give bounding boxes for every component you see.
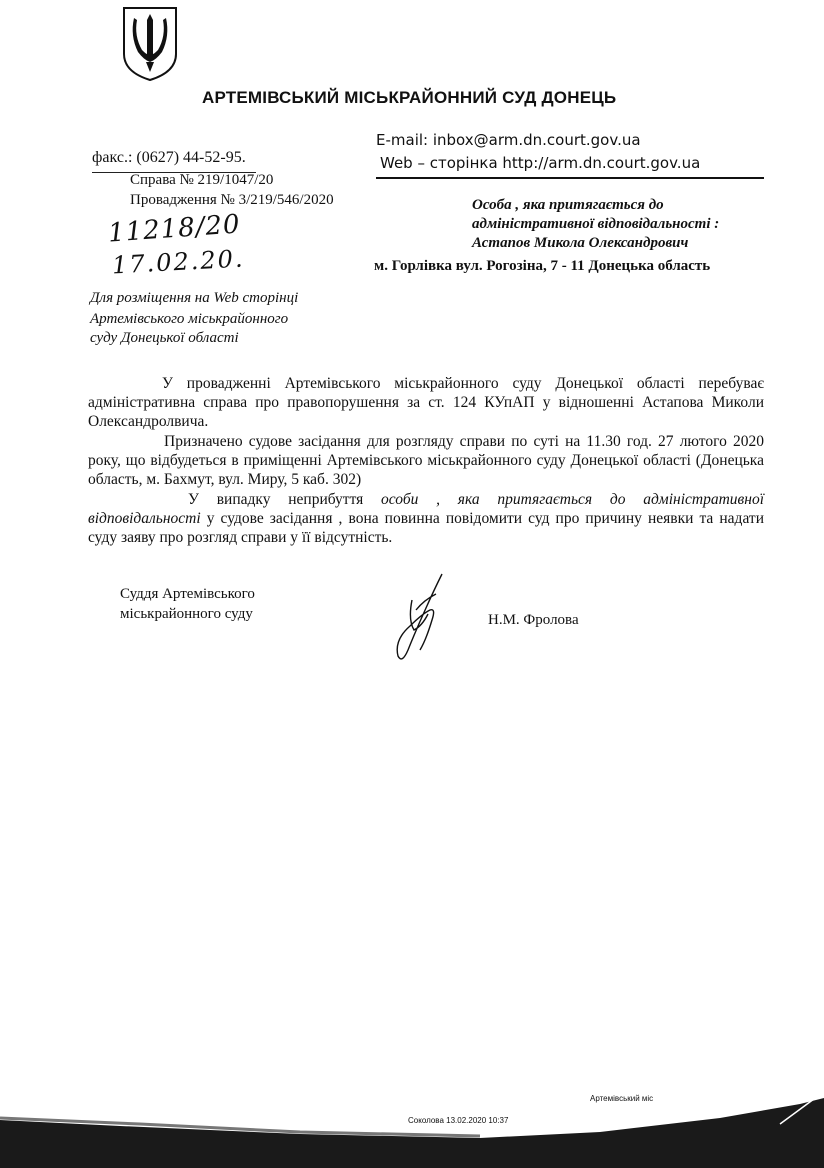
judge-position-line-2: міськрайонного суду	[120, 606, 253, 622]
proceeding-number: Провадження № 3/219/546/2020	[130, 192, 334, 208]
court-name: АРТЕМІВСЬКИЙ МІСЬКРАЙОННИЙ СУД ДОНЕЦЬ	[202, 88, 617, 107]
court-email: E-mail: inbox@arm.dn.court.gov.ua	[376, 131, 641, 149]
court-website: Web – сторінка http://arm.dn.court.gov.ua	[380, 154, 701, 172]
body-paragraph-3	[88, 490, 764, 547]
court-fax: факс.: (0627) 44-52-95.	[92, 149, 246, 166]
case-number: Справа № 219/1047/20	[130, 172, 274, 188]
header-divider	[376, 177, 764, 179]
recipient-address: м. Горлівка вул. Рогозіна, 7 - 11 Донецька область	[374, 258, 711, 274]
paragraph-3-end: у судове засідання , вона повинна повідомити суд про причину неявки та надати суду заяву про розгляд справи у її відсутність.	[88, 510, 764, 546]
paragraph-3-start: У випадку неприбуття	[188, 491, 382, 508]
registry-stamp-clerk: Соколова 13.02.2020 10:37	[408, 1116, 509, 1125]
body-paragraph-2: Призначено судове засідання для розгляду справи по суті на 11.30 год. 27 лютого 2020 року, що відбудеться в приміщенні Артемівського міськрайонного суду Донецької області (Донецька область, м. Бахмут, вул. Миру, 5 каб. 302)	[88, 433, 764, 488]
scan-edge-artifact	[0, 1088, 824, 1168]
placement-note-line-1: Для розміщення на Web сторінці	[90, 290, 299, 306]
placement-note-line-2: Артемівського міськрайонного	[90, 311, 289, 327]
paragraph-3-italic: особи , яка притягається до адміністративної відповідальності	[88, 491, 764, 527]
judge-position-line-1: Суддя Артемівського	[120, 586, 255, 602]
coat-of-arms-icon	[120, 6, 180, 82]
recipient-line-1: Особа , яка притягається до	[472, 197, 664, 213]
handwritten-date: 17.02.20.	[111, 244, 246, 280]
body-paragraph-1: У провадженні Артемівського міськрайонного суду Донецької області перебуває адміністративна справа про правопорушення за ст. 124 КУпАП у відношенні Астапова Миколи Олександролвича.	[88, 375, 764, 430]
placement-note-line-3: суду Донецької області	[90, 330, 239, 346]
judge-name: Н.М. Фролова	[488, 612, 579, 628]
registry-stamp-court: Артемівський міс	[590, 1094, 654, 1103]
recipient-line-2: адміністративної відповідальності :	[472, 216, 720, 232]
handwritten-signature	[386, 570, 456, 666]
recipient-name: Астапов Микола Олександрович	[472, 235, 689, 251]
handwritten-registration-number: 11218/20	[107, 209, 242, 249]
